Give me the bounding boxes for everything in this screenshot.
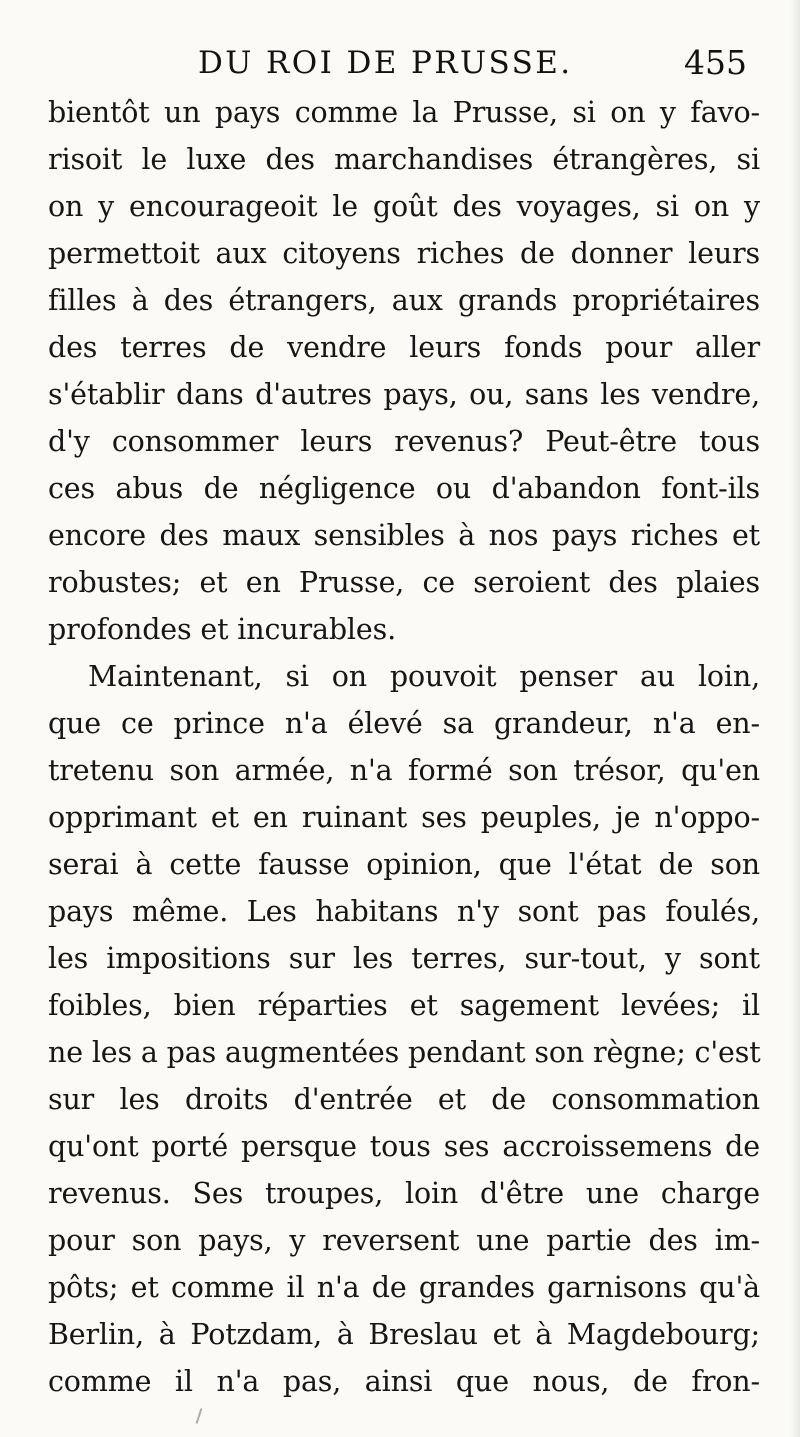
- text-line: serai à cette fausse opinion, que l'état de son: [48, 848, 760, 881]
- text-line-paragraph-start: Maintenant, si on pouvoit penser au loin,: [88, 660, 760, 693]
- page-edge-shadow: [790, 0, 800, 1437]
- text-line: filles à des étrangers, aux grands propriétaires: [48, 284, 760, 317]
- page-header: [0, 38, 800, 88]
- text-line: d'y consommer leurs revenus? Peut-être tous: [48, 425, 760, 458]
- text-line: bientôt un pays comme la Prusse, si on y favo-: [48, 96, 760, 129]
- body-text: [48, 89, 760, 1405]
- text-line: que ce prince n'a élevé sa grandeur, n'a en-: [48, 707, 760, 740]
- text-line: pour son pays, y reversent une partie des im-: [48, 1224, 760, 1257]
- text-line: robustes; et en Prusse, ce seroient des plaies: [48, 566, 760, 599]
- text-line: Berlin, à Potzdam, à Breslau et à Magdebourg;: [48, 1318, 760, 1351]
- text-line: pays même. Les habitans n'y sont pas foulés,: [48, 895, 760, 928]
- text-line: pôts; et comme il n'a de grandes garnisons qu'à: [48, 1271, 760, 1304]
- text-line: foibles, bien réparties et sagement levées; il: [48, 989, 760, 1022]
- page-number: 455: [684, 43, 747, 82]
- text-line: encore des maux sensibles à nos pays riches et: [48, 519, 760, 552]
- text-line: opprimant et en ruinant ses peuples, je n'oppo-: [48, 801, 760, 834]
- text-line: ces abus de négligence ou d'abandon font-ils: [48, 472, 760, 505]
- text-line: tretenu son armée, n'a formé son trésor, qu'en: [48, 754, 760, 787]
- text-line: risoit le luxe des marchandises étrangères, si: [48, 143, 760, 176]
- text-line-paragraph-end: profondes et incurables.: [48, 613, 396, 646]
- ink-mark: [196, 1408, 203, 1424]
- text-line: les impositions sur les terres, sur-tout, y sont: [48, 942, 760, 975]
- text-line: revenus. Ses troupes, loin d'être une charge: [48, 1177, 760, 1210]
- text-line: on y encourageoit le goût des voyages, si on y: [48, 190, 760, 223]
- text-line: comme il n'a pas, ainsi que nous, de fron-: [48, 1365, 760, 1398]
- text-line: qu'ont porté persque tous ses accroissemens de: [48, 1130, 760, 1163]
- text-line: sur les droits d'entrée et de consommation: [48, 1083, 760, 1116]
- text-line: des terres de vendre leurs fonds pour aller: [48, 331, 760, 364]
- text-line: ne les a pas augmentées pendant son règne; c'est: [48, 1036, 761, 1069]
- running-title: DU ROI DE PRUSSE.: [198, 45, 573, 81]
- text-line: permettoit aux citoyens riches de donner leurs: [48, 237, 760, 270]
- text-line: s'établir dans d'autres pays, ou, sans les vendre,: [48, 378, 760, 411]
